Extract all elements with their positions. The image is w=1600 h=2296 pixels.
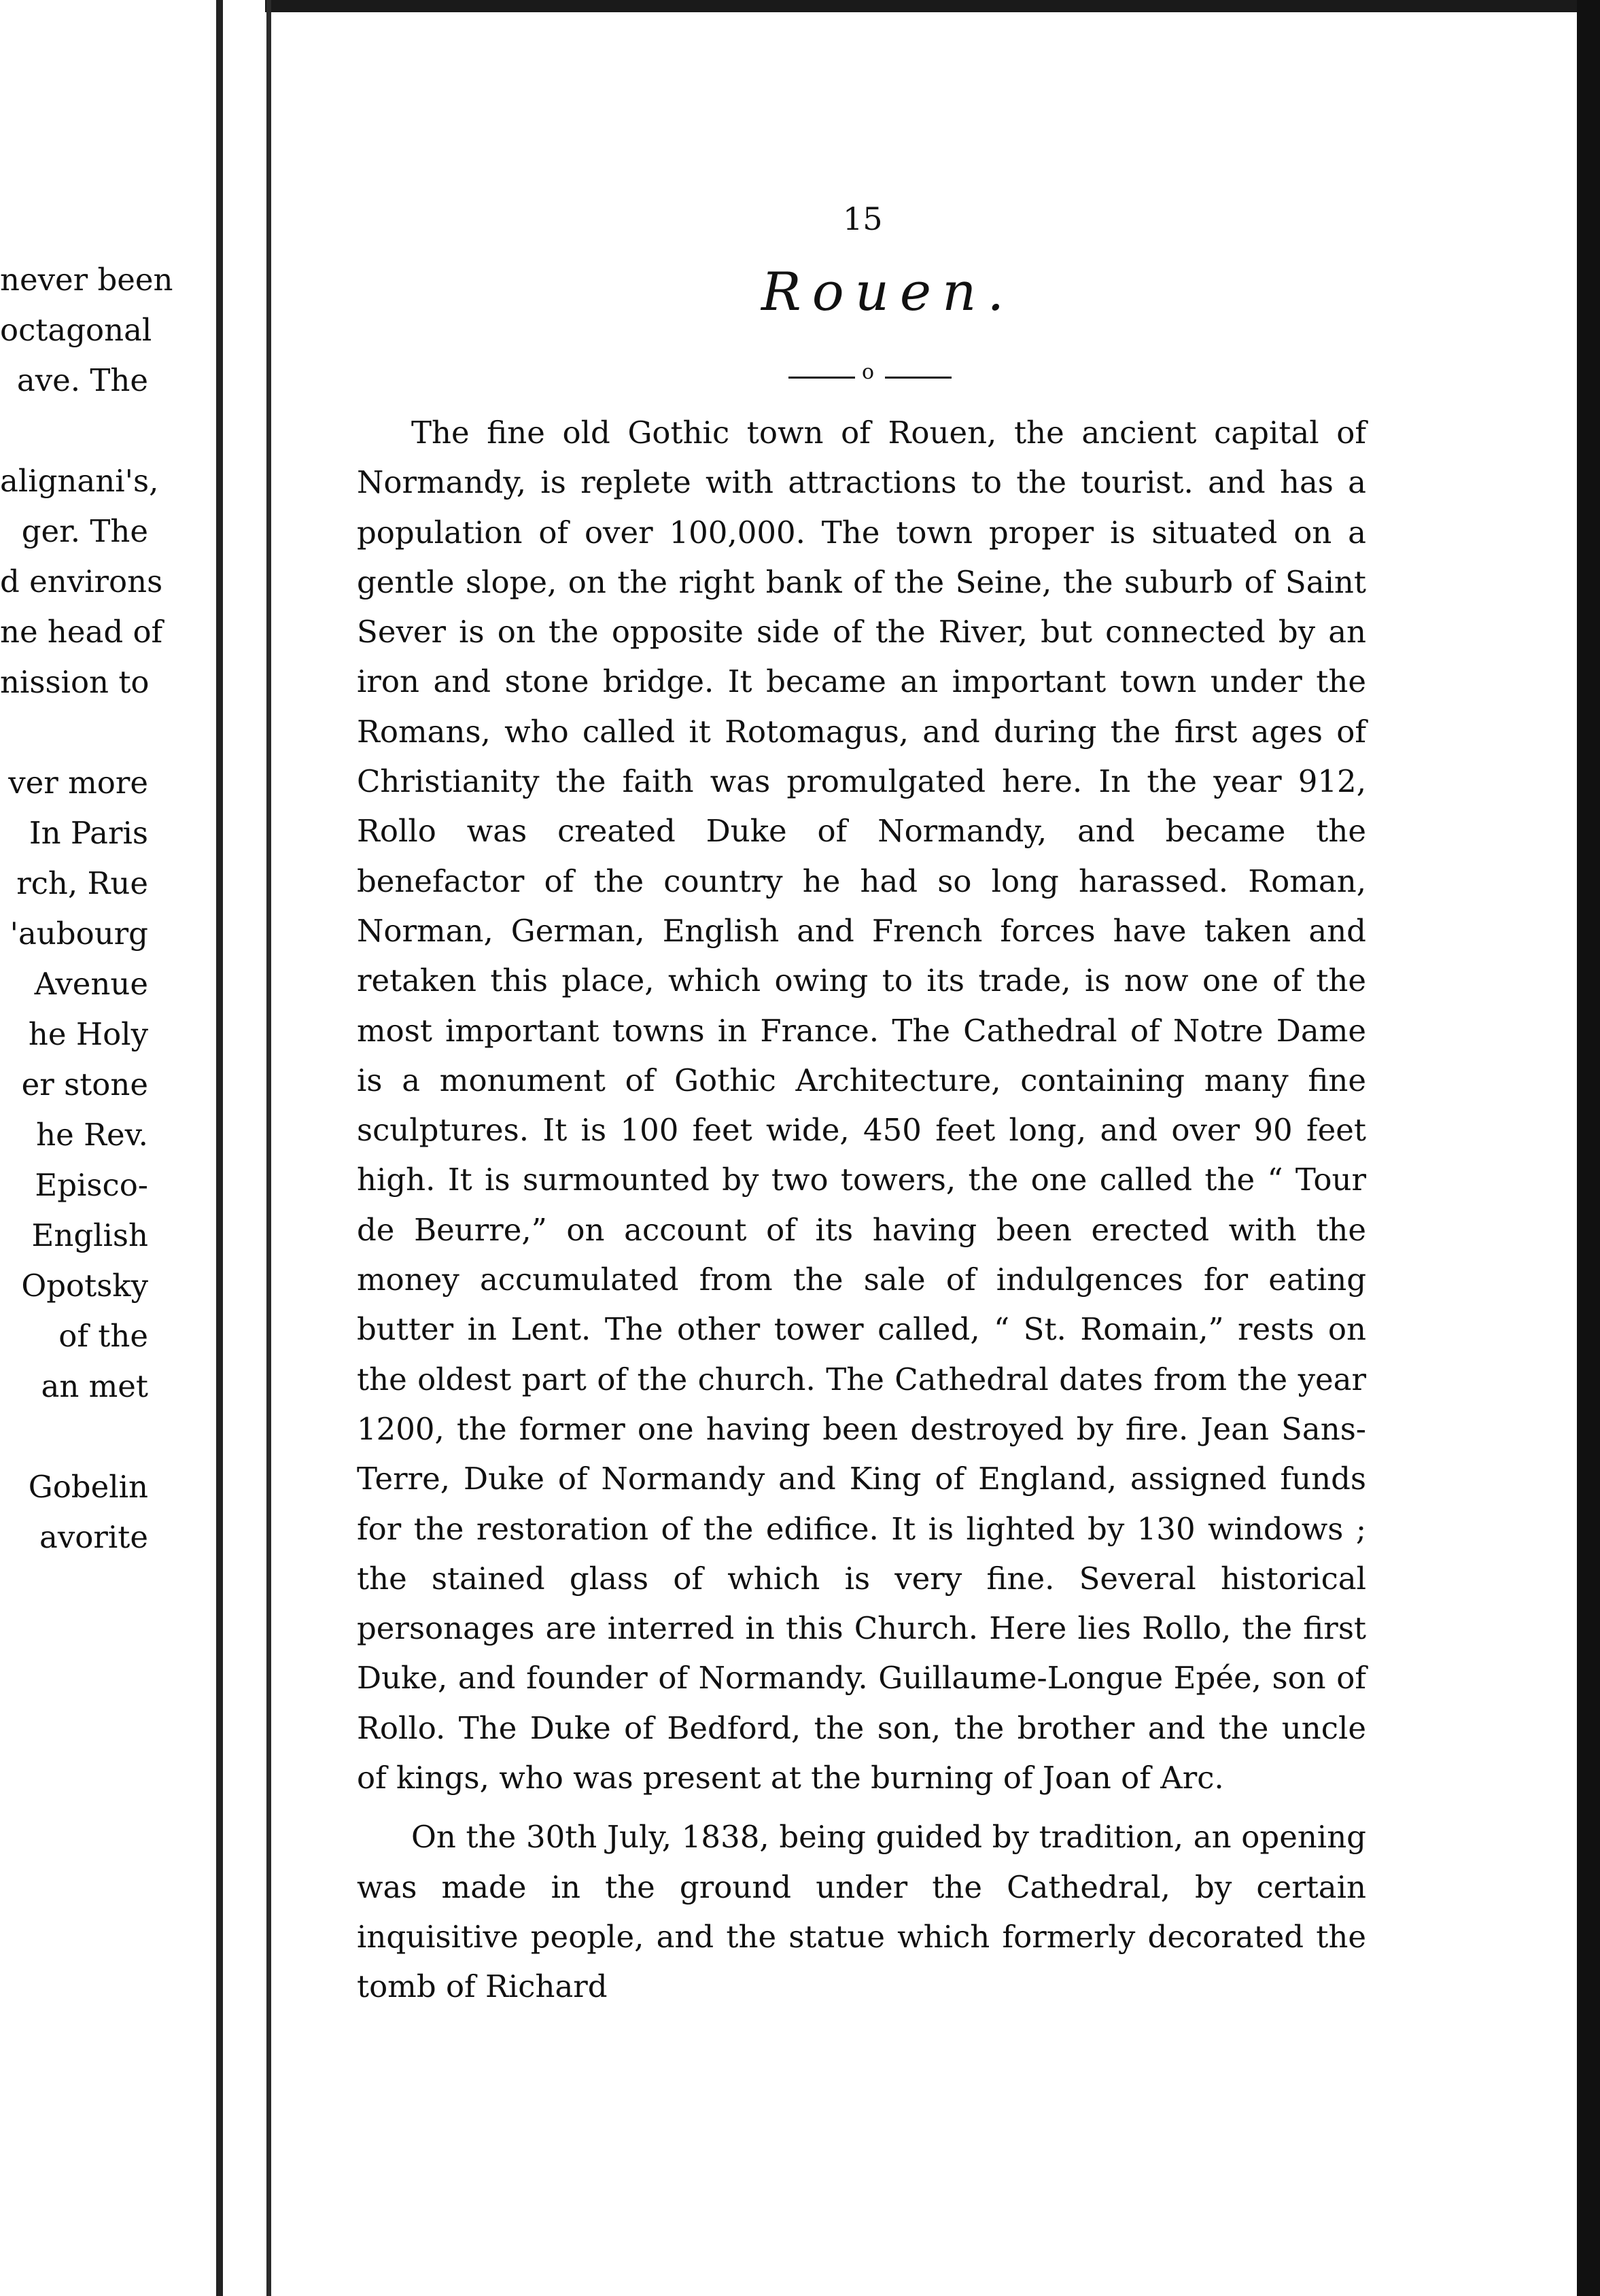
left-page-line: he Holy xyxy=(28,1016,148,1052)
left-page-line: alignani's, xyxy=(0,463,159,499)
left-page-line: Avenue xyxy=(34,966,148,1002)
left-page-line: English xyxy=(31,1217,148,1253)
left-page-line: 'aubourg xyxy=(10,916,148,952)
left-page-line: In Paris xyxy=(29,815,148,851)
page-number: 15 xyxy=(843,201,883,237)
gutter-line xyxy=(216,0,223,2296)
body-text xyxy=(357,408,1366,2012)
left-page-line: never been xyxy=(0,262,173,298)
paragraph: The fine old Gothic town of Rouen, the ancient capital of Normandy, is replete with attractions to the tourist. and has a population of over 100,000. The town proper is situated on a gentle slope, on the right bank of the Seine, the suburb of Saint Sever is on the opposite side of the River, but connected by an iron and stone bridge. It became an important town under the Romans, who called it Rotomagus, and during the first ages of Christianity the faith was promulgated here. In the year 912, Rollo was created Duke of Normandy, and became the benefactor of the country he had so long harassed. Roman, Norman, German, English and French forces have taken and retaken this place, which owing to its trade, is now one of the most important towns in France. The Cathedral of Notre Dame is a monument of Gothic Architecture, containing many fine sculptures. It is 100 feet wide, 450 feet long, and over 90 feet high. It is surmounted by two towers, the one called the “ Tour de Beurre,” on account of its having been erected with the money accumulated from the sale of indulgences for eating butter in Lent. The other tower called, “ St. Romain,” rests on the oldest part of the church. The Cathedral dates from the year 1200, the former one having been destroyed by fire. Jean Sans-Terre, Duke of Normandy and King of England, assigned funds for the restoration of the edifice. It is lighted by 130 windows ; the stained glass of which is very fine. Several historical personages are interred in this Church. Here lies Rollo, the first Duke, and founder of Normandy. Guillaume-Longue Epée, son of Rollo. The Duke of Bedford, the son, the brother and the uncle of kings, who was present at the burning of Joan of Arc. xyxy=(357,415,1366,1796)
left-page-line: d environs xyxy=(0,563,163,599)
left-page-line: octagonal xyxy=(0,312,152,348)
right-page-edge xyxy=(1577,0,1600,2296)
left-page-line: ger. The xyxy=(21,513,148,549)
divider-mark: o xyxy=(862,360,875,384)
paragraph: On the 30th July, 1838, being guided by tradition, an opening was made in the ground under the Cathedral, by certain inquisitive people, and the statue which formerly decorated the tomb of Richard xyxy=(357,1819,1366,2005)
left-page-line: an met xyxy=(41,1368,148,1404)
left-page-line: ver more xyxy=(8,765,148,801)
left-page-line: ave. The xyxy=(16,362,148,398)
left-page-line: of the xyxy=(58,1318,148,1354)
page-title: Rouen. xyxy=(761,262,1015,323)
page-edge-line xyxy=(266,0,271,2296)
left-page-line: rch, Rue xyxy=(16,865,148,901)
divider-rule-right xyxy=(885,377,952,379)
left-page-line: er stone xyxy=(21,1066,148,1102)
left-page-line: Gobelin xyxy=(28,1469,148,1505)
left-page-line: Opotsky xyxy=(21,1268,148,1304)
left-page-line: Episco- xyxy=(35,1167,148,1203)
divider-rule-left xyxy=(788,377,855,379)
left-page-line: avorite xyxy=(39,1519,148,1555)
page-top-shadow xyxy=(265,0,1600,12)
left-page-fragments xyxy=(0,255,173,1563)
left-page-line: ne head of xyxy=(0,614,163,650)
left-page-line: he Rev. xyxy=(36,1117,148,1153)
left-page-line: nission to xyxy=(0,664,150,700)
title-divider xyxy=(788,360,952,387)
